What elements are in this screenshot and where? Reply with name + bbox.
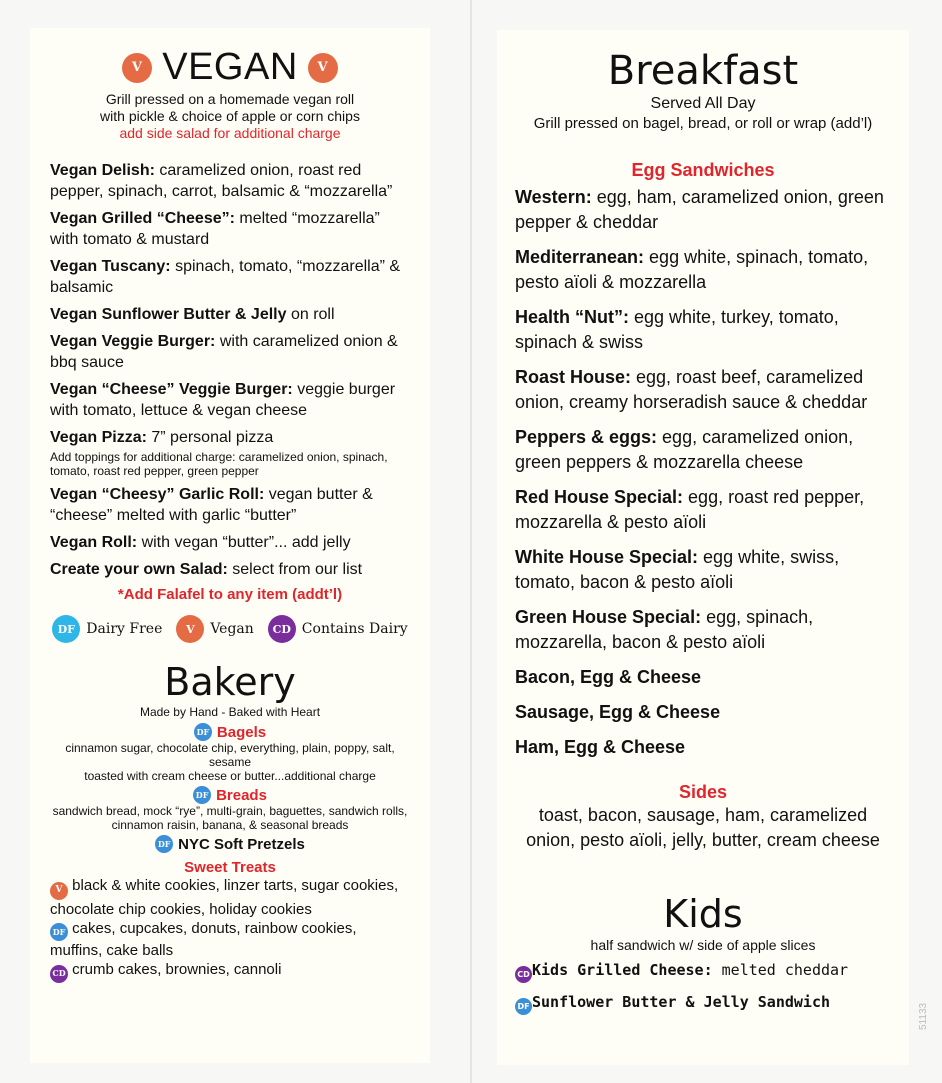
sweet-item-text: cakes, cupcakes, donuts, rainbow cookies, muffins, cake balls <box>50 919 357 959</box>
bakery-section <box>30 723 430 876</box>
dairy-free-icon: DF <box>515 998 532 1015</box>
item-name: Vegan Roll: <box>50 534 138 551</box>
bagels-text: cinnamon sugar, chocolate chip, everything, plain, poppy, salt, sesame <box>65 741 395 769</box>
item-desc: with vegan “butter”... add jelly <box>137 534 351 551</box>
menu-item <box>50 331 410 373</box>
menu-item <box>515 605 891 655</box>
breakfast-sub: Grill pressed on bagel, bread, or roll or wrap (add’l) <box>533 115 873 132</box>
item-desc: veggie burger with tomato, lettuce & vegan cheese <box>50 381 396 419</box>
menu-item <box>50 160 410 202</box>
item-name: Western: <box>515 187 592 207</box>
menu-item <box>515 185 891 235</box>
sweet-item <box>50 919 410 961</box>
sweet-item-text: black & white cookies, linzer tarts, sugar cookies, chocolate chip cookies, holiday cookies <box>50 877 399 918</box>
item-desc: with caramelized onion & bbq sauce <box>50 333 398 371</box>
falafel-note: *Add Falafel to any item (addt’l) <box>117 586 343 603</box>
left-panel <box>30 28 430 1063</box>
item-name: Roast House: <box>515 367 632 387</box>
legend-label: Dairy Free <box>86 621 163 637</box>
dairy-free-icon: DF <box>52 615 80 643</box>
contains-dairy-icon: CD <box>268 615 296 643</box>
item-desc: egg, spinach, mozzarella, bacon & pesto aïoli <box>515 607 814 652</box>
contains-dairy-icon: CD <box>50 965 68 983</box>
item-name: Vegan Veggie Burger: <box>50 333 216 350</box>
vegan-icon: V <box>50 882 68 900</box>
bakery-tagline: Made by Hand - Baked with Heart <box>139 705 321 719</box>
vegan-desc-line: Grill pressed on a homemade vegan roll <box>105 91 355 107</box>
egg-sandwich-list <box>497 181 909 760</box>
breads-heading <box>46 786 414 804</box>
bagels-note: toasted with cream cheese or butter...additional charge <box>84 769 376 783</box>
bagels-title: Bagels <box>216 723 267 741</box>
print-code: 51133 <box>918 1002 929 1030</box>
sides-text: toast, bacon, sausage, ham, caramelized onion, pesto aïoli, jelly, butter, cream cheese <box>526 805 880 850</box>
item-desc: egg, roast red pepper, mozzarella & pesto aïoli <box>515 487 865 532</box>
item-name: Create your own Salad: <box>50 561 228 578</box>
menu-item <box>515 700 891 725</box>
item-desc: 7” personal pizza <box>146 429 274 446</box>
sweet-treats-list <box>30 876 430 983</box>
kids-title: Kids <box>663 892 743 936</box>
item-name: Green House Special: <box>515 607 702 627</box>
kids-list <box>497 953 909 1015</box>
vegan-badge-icon: V <box>308 53 338 83</box>
item-desc: melted cheddar <box>712 961 849 979</box>
sweet-treats-title: Sweet Treats <box>184 859 276 876</box>
breakfast-sub: Served All Day <box>650 95 756 112</box>
item-desc: egg, caramelized onion, green peppers & mozzarella cheese <box>515 427 854 472</box>
item-name: Ham, Egg & Cheese <box>515 737 686 757</box>
vegan-desc-line: with pickle & choice of apple or corn chips <box>100 108 360 124</box>
item-desc: vegan butter & “cheese” melted with garlic “butter” <box>50 486 373 524</box>
contains-dairy-icon: CD <box>515 966 532 983</box>
menu-item <box>50 532 410 553</box>
vegan-description <box>30 91 430 142</box>
menu-item <box>50 559 410 580</box>
item-desc: on roll <box>286 306 335 323</box>
menu-item <box>50 256 410 298</box>
item-name: Kids Grilled Cheese: <box>532 961 713 979</box>
legend-label: Vegan <box>210 621 254 637</box>
breakfast-title: Breakfast <box>607 48 799 94</box>
breads-title: Breads <box>216 786 267 804</box>
bakery-title: Bakery <box>164 660 296 704</box>
item-desc: egg white, turkey, tomato, spinach & swiss <box>515 307 839 352</box>
menu-item <box>50 427 410 448</box>
item-desc: egg, roast beef, caramelized onion, creamy horseradish sauce & cheddar <box>515 367 868 412</box>
menu-item <box>50 484 410 526</box>
kids-item <box>515 993 891 1015</box>
sweet-item-text: crumb cakes, brownies, cannoli <box>72 961 282 978</box>
dairy-free-icon: DF <box>50 923 68 941</box>
dairy-free-icon: DF <box>155 835 173 853</box>
vegan-heading <box>30 46 430 89</box>
item-desc: egg, ham, caramelized onion, green pepper & cheddar <box>515 187 884 232</box>
pretzel-title: NYC Soft Pretzels <box>178 835 305 853</box>
menu-item <box>515 365 891 415</box>
vegan-badge-icon: V <box>122 53 152 83</box>
dairy-free-icon: DF <box>194 723 212 741</box>
item-name: Vegan Tuscany: <box>50 258 171 275</box>
legend-label: Contains Dairy <box>301 621 408 637</box>
item-name: Mediterranean: <box>515 247 645 267</box>
item-name: Bacon, Egg & Cheese <box>515 667 702 687</box>
sweet-item <box>50 960 410 983</box>
item-name: Sunflower Butter & Jelly Sandwich <box>532 993 831 1011</box>
pizza-note: Add toppings for additional charge: caramelized onion, spinach, tomato, roast red pepper, green pepper <box>50 450 388 478</box>
sides-title: Sides <box>678 782 728 802</box>
bagels-heading <box>46 723 414 741</box>
item-desc: select from our list <box>227 561 363 578</box>
item-desc: melted “mozzarella” with tomato & mustard <box>50 210 380 248</box>
item-name: Peppers & eggs: <box>515 427 658 447</box>
item-name: Vegan “Cheese” Veggie Burger: <box>50 381 293 398</box>
menu-item <box>515 485 891 535</box>
item-name: Red House Special: <box>515 487 684 507</box>
pretzel-heading <box>46 835 414 853</box>
item-name: Vegan Delish: <box>50 162 155 179</box>
menu-item <box>515 665 891 690</box>
vegan-icon: V <box>176 615 204 643</box>
item-name: Vegan Grilled “Cheese”: <box>50 210 235 227</box>
vegan-items <box>30 142 430 603</box>
menu-item <box>515 245 891 295</box>
menu-item <box>50 304 410 325</box>
vegan-title: VEGAN <box>162 46 298 88</box>
item-desc: egg white, spinach, tomato, pesto aïoli & mozzarella <box>515 247 869 292</box>
item-desc: caramelized onion, roast red pepper, spinach, carrot, balsamic & “mozzarella” <box>50 162 393 200</box>
item-name: Vegan Pizza: <box>50 429 147 446</box>
item-name: Sausage, Egg & Cheese <box>515 702 721 722</box>
menu-item <box>515 425 891 475</box>
vegan-side-note: add side salad for additional charge <box>119 125 341 141</box>
item-desc: spinach, tomato, “mozzarella” & balsamic <box>50 258 401 296</box>
item-name: Vegan Sunflower Butter & Jelly <box>50 306 287 323</box>
item-desc: egg white, swiss, tomato, bacon & pesto aïoli <box>515 547 840 592</box>
menu-item <box>515 735 891 760</box>
menu-item <box>515 305 891 355</box>
dairy-free-icon: DF <box>193 786 211 804</box>
item-name: Vegan “Cheesy” Garlic Roll: <box>50 486 265 503</box>
right-panel <box>497 30 909 1065</box>
item-name: White House Special: <box>515 547 699 567</box>
breads-text: sandwich bread, mock “rye”, multi-grain, baguettes, sandwich rolls, cinnamon raisin, banana, & seasonal breads <box>52 804 408 832</box>
page-fold <box>470 0 472 1083</box>
item-name: Health “Nut”: <box>515 307 629 327</box>
menu-item <box>50 379 410 421</box>
menu-item <box>50 208 410 250</box>
kids-item <box>515 961 891 983</box>
sweet-item <box>50 876 410 919</box>
diet-legend <box>30 615 430 643</box>
kids-sub: half sandwich w/ side of apple slices <box>590 937 816 953</box>
menu-item <box>515 545 891 595</box>
egg-sandwiches-title: Egg Sandwiches <box>631 160 775 180</box>
